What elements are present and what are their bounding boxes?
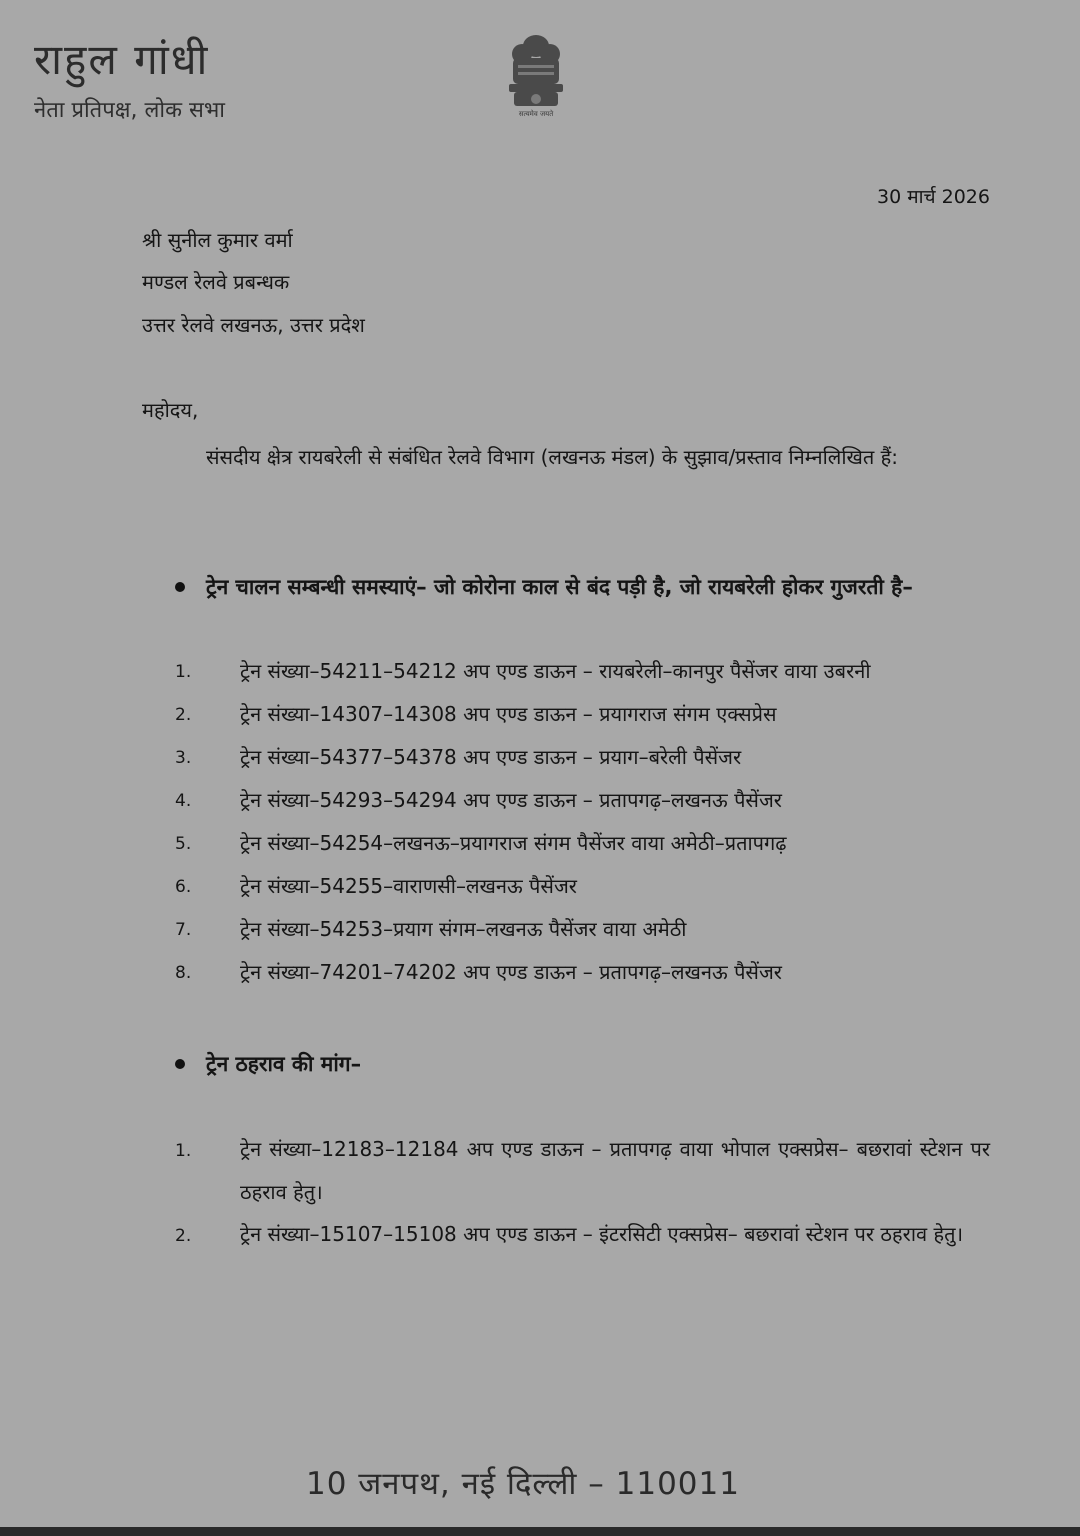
section-heading-stoppage-demand: ट्रेन ठहराव की मांग– (206, 1052, 362, 1076)
footer-address: 10 जनपथ, नई दिल्ली – 110011 (306, 1466, 740, 1502)
list-item-number: 2. (175, 705, 192, 725)
list-item: ट्रेन संख्या–54254–लखनऊ–प्रयागराज संगम पैसेंजर वाया अमेठी–प्रतापगढ़ (240, 831, 787, 855)
intro-paragraph (142, 436, 990, 478)
sender-name: राहुल गांधी (34, 35, 210, 84)
list-item-number: 6. (175, 877, 192, 897)
list-item-number: 5. (175, 834, 192, 854)
bullet-icon (175, 582, 185, 592)
list-item: ट्रेन संख्या–12183–12184 अप एण्ड डाऊन – प्रतापगढ़ वाया भोपाल एक्सप्रेस– बछरावां स्टेशन पर ठहराव हेतु। (240, 1137, 990, 1204)
section-heading-train-operation: ट्रेन चालन सम्बन्धी समस्याएं– जो कोरोना काल से बंद पड़ी है, जो रायबरेली होकर गुजरती है– (206, 575, 913, 599)
list-item: ट्रेन संख्या–15107–15108 अप एण्ड डाऊन – इंटरसिटी एक्सप्रेस– बछरावां स्टेशन पर ठहराव हेतु। (240, 1222, 964, 1246)
list-item: ट्रेन संख्या–54293–54294 अप एण्ड डाऊन – प्रतापगढ़–लखनऊ पैसेंजर (240, 788, 782, 812)
list-item-number: 4. (175, 791, 192, 811)
list-item: ट्रेन संख्या–54253–प्रयाग संगम–लखनऊ पैसेंजर वाया अमेठी (240, 917, 687, 941)
recipient-name: श्री सुनील कुमार वर्मा (142, 228, 293, 252)
emblem-motto: सत्यमेव जयते (518, 110, 554, 118)
list-item-number: 1. (175, 662, 192, 682)
bottom-edge (0, 1527, 1080, 1536)
recipient-office: उत्तर रेलवे लखनऊ, उत्तर प्रदेश (142, 313, 365, 337)
salutation: महोदय, (142, 398, 199, 422)
sender-title: नेता प्रतिपक्ष, लोक सभा (34, 98, 225, 123)
list-item-number: 7. (175, 920, 192, 940)
list-item-number: 1. (175, 1141, 192, 1161)
list-item: ट्रेन संख्या–54255–वाराणसी–लखनऊ पैसेंजर (240, 874, 577, 898)
intro-text: संसदीय क्षेत्र रायबरेली से संबंधित रेलवे विभाग (लखनऊ मंडल) के सुझाव/प्रस्ताव निम्नलिखित हैं: (206, 445, 899, 469)
recipient-designation: मण्डल रेलवे प्रबन्धक (142, 270, 290, 294)
list-item-number: 2. (175, 1226, 192, 1246)
list-item-number: 3. (175, 748, 192, 768)
letter-date: 30 मार्च 2026 (877, 186, 990, 208)
list-item-number: 8. (175, 963, 192, 983)
list-item: ट्रेन संख्या–74201–74202 अप एण्ड डाऊन – प्रतापगढ़–लखनऊ पैसेंजर (240, 960, 782, 984)
list-item: ट्रेन संख्या–14307–14308 अप एण्ड डाऊन – प्रयागराज संगम एक्सप्रेस (240, 702, 777, 726)
bullet-icon (175, 1059, 185, 1069)
list-item: ट्रेन संख्या–54377–54378 अप एण्ड डाऊन – प्रयाग–बरेली पैसेंजर (240, 745, 742, 769)
list-item: ट्रेन संख्या–54211–54212 अप एण्ड डाऊन – रायबरेली–कानपुर पैसेंजर वाया उबरनी (240, 659, 871, 683)
